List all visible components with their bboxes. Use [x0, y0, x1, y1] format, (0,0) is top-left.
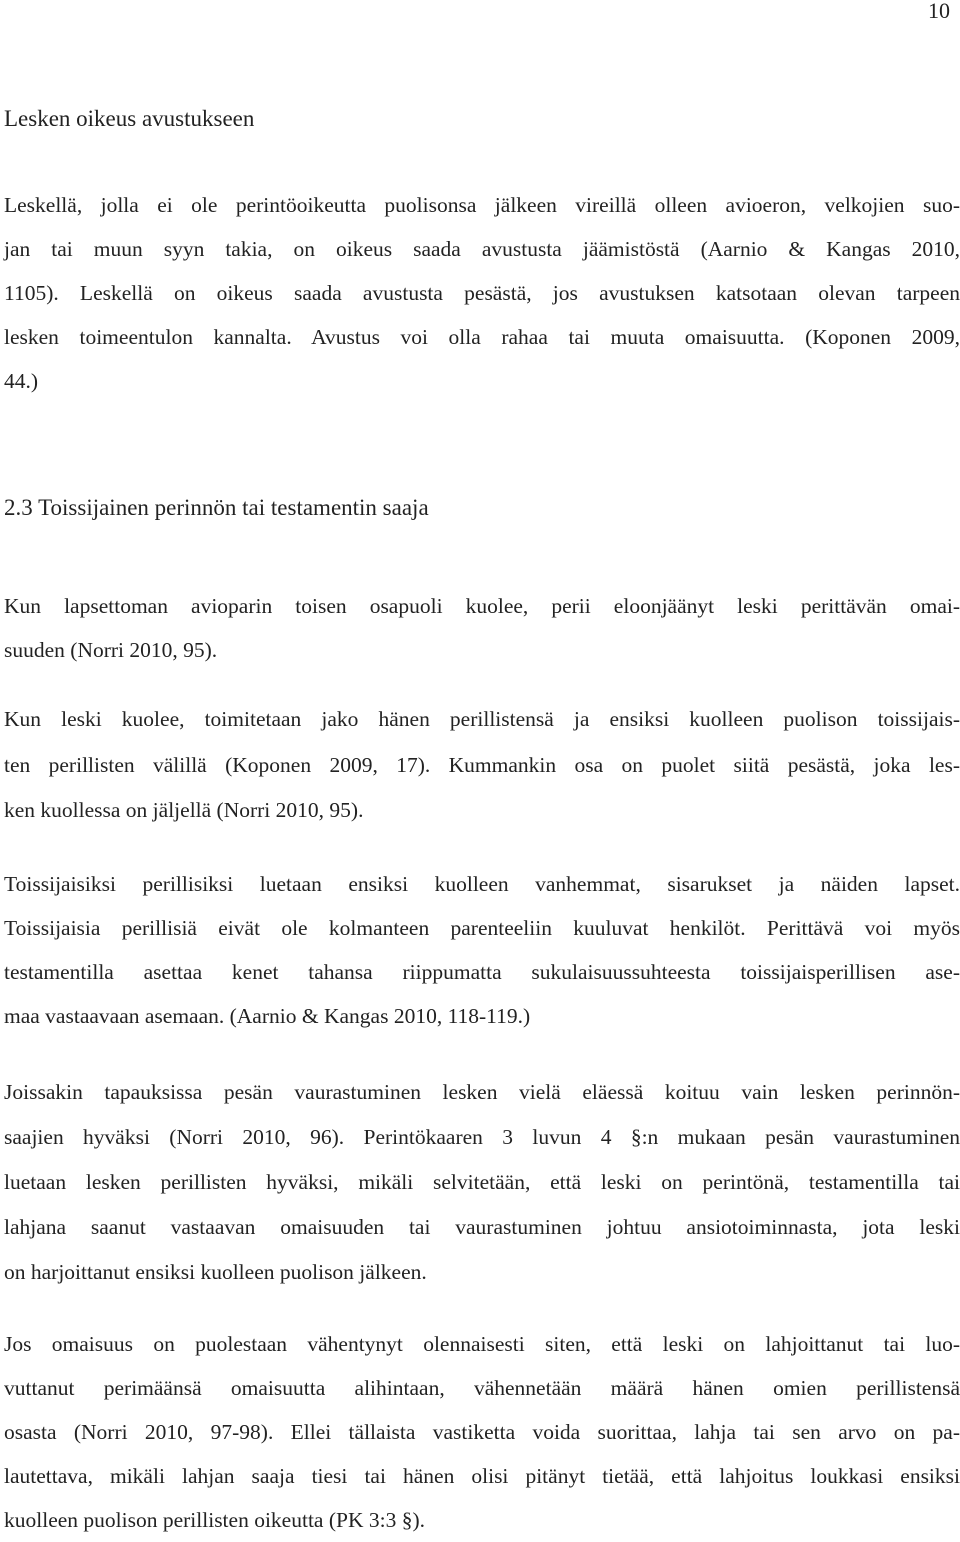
text-line: Kun lapsettoman avioparin toisen osapuoli kuolee, perii eloonjäänyt leski perittävän omai- — [4, 594, 960, 618]
text-line: Kun leski kuolee, toimitetaan jako hänen perillistensä ja ensiksi kuolleen puolison toissijais- — [4, 707, 960, 731]
text-line: osasta (Norri 2010, 97-98). Ellei tällaista vastiketta voida suorittaa, lahja tai sen arvo on pa- — [4, 1420, 960, 1444]
text-line: lesken toimeentulon kannalta. Avustus voi olla rahaa tai muuta omaisuutta. (Koponen 2009, — [4, 325, 960, 349]
paragraph-estate-decrease — [4, 1322, 960, 1542]
text-line: ten perillisten välillä (Koponen 2009, 17). Kummankin osa on puolet siitä pesästä, joka les- — [4, 752, 960, 777]
text-line: jan tai muun syyn takia, on oikeus saada avustusta jäämistöstä (Aarnio & Kangas 2010, — [4, 237, 960, 261]
text-line: Joissakin tapauksissa pesän vaurastuminen lesken vielä eläessä koituu vain lesken perinnön- — [4, 1080, 960, 1104]
text-line: vuttanut perimäänsä omaisuutta alihintaan, vähennetään määrä hänen omien perillistensä — [4, 1376, 960, 1400]
text-line: 1105). Leskellä on oikeus saada avustusta pesästä, jos avustuksen katsotaan olevan tarpeen — [4, 281, 960, 305]
paragraph-estate-growth — [4, 1070, 960, 1295]
text-line: 44.) — [4, 369, 39, 393]
text-line: lautettava, mikäli lahjan saaja tiesi tai hänen olisi pitänyt tietää, että lahjoitus loukkasi ensiksi — [4, 1464, 960, 1488]
paragraph-widow-dies — [4, 697, 960, 834]
text-line: testamentilla asettaa kenet tahansa riippumatta sukulaisuussuhteesta toissijaisperillisen ase- — [4, 960, 960, 984]
section-heading-widow-assistance: Lesken oikeus avustukseen — [4, 106, 255, 131]
paragraph-secondary-heirs — [4, 862, 960, 1038]
text-line: saajien hyväksi (Norri 2010, 96). Perintökaaren 3 luvun 4 §:n mukaan pesän vaurastuminen — [4, 1125, 960, 1149]
text-line: lahjana saanut vastaavan omaisuuden tai vaurastuminen johtuu ansiotoiminnasta, jota leski — [4, 1215, 960, 1239]
text-line: maa vastaavaan asemaan. (Aarnio & Kangas 2010, 118-119.) — [4, 1004, 531, 1028]
section-heading-secondary-heir: 2.3 Toissijainen perinnön tai testamentin saaja — [4, 495, 429, 520]
text-line: on harjoittanut ensiksi kuolleen puolison jälkeen. — [4, 1260, 427, 1284]
text-line: suuden (Norri 2010, 95). — [4, 638, 218, 662]
paragraph-widow-assistance — [4, 183, 960, 403]
page-number: 10 — [928, 0, 950, 23]
text-line: luetaan lesken perillisten hyväksi, mikäli selvitetään, että leski on perintönä, testamentilla tai — [4, 1170, 960, 1194]
text-line: ken kuollessa on jäljellä (Norri 2010, 95). — [4, 798, 364, 822]
text-line: kuolleen puolison perillisten oikeutta (PK 3:3 §). — [4, 1508, 425, 1532]
paragraph-childless-couple — [4, 584, 960, 672]
text-line: Leskellä, jolla ei ole perintöoikeutta puolisonsa jälkeen vireillä olleen avioeron, velkojien suo- — [4, 193, 960, 217]
text-line: Toissijaisiksi perillisiksi luetaan ensiksi kuolleen vanhemmat, sisarukset ja näiden lapset. — [4, 872, 960, 896]
text-line: Jos omaisuus on puolestaan vähentynyt olennaisesti siten, että leski on lahjoittanut tai luo- — [4, 1332, 960, 1356]
text-line: Toissijaisia perillisiä eivät ole kolmanteen parenteeliin kuuluvat henkilöt. Perittävä voi myös — [4, 916, 960, 940]
